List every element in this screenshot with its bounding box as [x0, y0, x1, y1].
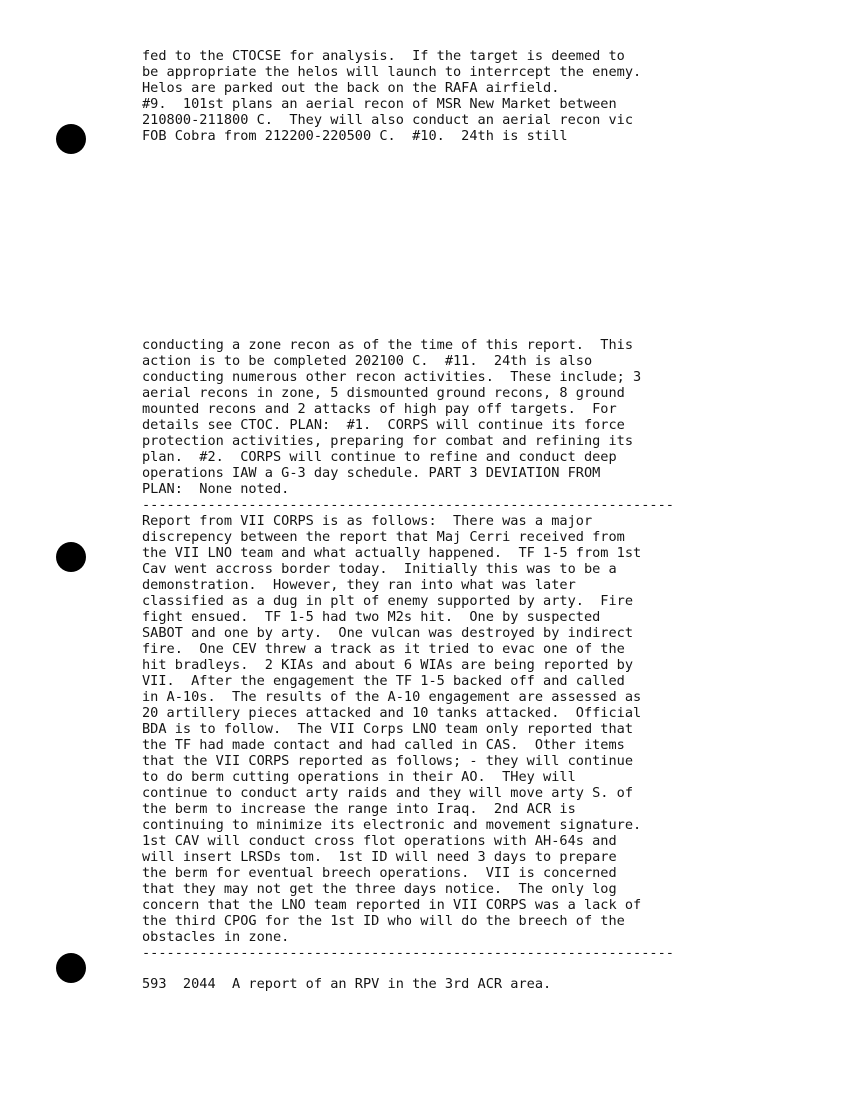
punch-hole: [56, 124, 86, 154]
punch-hole: [56, 953, 86, 983]
dashed-divider: -----------------------------------------------------------------: [142, 945, 674, 961]
punch-hole: [56, 542, 86, 572]
vii-corps-report: Report from VII CORPS is as follows: There was a major discrepency between the report that Maj Cerri received from the VII LNO team and what actually happened. TF 1-5 from 1st Cav went accross border today. Initially this was to be a demonstration. However, they ran into what was later classified as a dug in plt of enemy supported by arty. Fire fight ensued. TF 1-5 had two M2s hit. One by suspected SABOT and one by arty. One vulcan was destroyed by indirect fire. One CEV threw a track as it tried to evac one of the hit bradleys. 2 KIAs and about 6 WIAs are being reported by VII. After the engagement the TF 1-5 backed off and called in A-10s. The results of the A-10 engagement are assessed as 20 artillery pieces attacked and 10 tanks attacked. Official BDA is to follow. The VII Corps LNO team only reported that the TF had made contact and had called in CAS. Other items that the VII CORPS reported as follows; - they will continue to do berm cutting operations in their AO. THey will continue to conduct arty raids and they will move arty S. of the berm to increase the range into Iraq. 2nd ACR is continuing to minimize its electronic and movement signature. 1st CAV will conduct cross flot operations with AH-64s and will insert LRSDs tom. 1st ID will need 3 days to prepare the berm for eventual breech operations. VII is concerned that they may not get the three days notice. The only log concern that the LNO team reported in VII CORPS was a lack of the third CPOG for the 1st ID who will do the breech of the obstacles in zone.: [142, 513, 642, 945]
log-entry-continuation: fed to the CTOCSE for analysis. If the target is deemed to be appropriate the helos will launch to interrcept the enemy. Helos are parked out the back on the RAFA airfield. #9. 101st plans an aerial recon of MSR New Market between 210800-211800 C. They will also conduct an aerial recon vic FOB Cobra from 212200-220500 C. #10. 24th is still: [142, 48, 642, 144]
log-entry-plan-section: conducting a zone recon as of the time of this report. This action is to be completed 202100 C. #11. 24th is also conducting numerous other recon activities. These include; 3 aerial recons in zone, 5 dismounted ground recons, 8 ground mounted recons and 2 attacks of high pay off targets. For details see CTOC. PLAN: #1. CORPS will continue its force protection activities, preparing for combat and refining its plan. #2. CORPS will continue to refine and conduct deep operations IAW a G-3 day schedule. PART 3 DEVIATION FROM PLAN: None noted.: [142, 337, 642, 497]
dashed-divider: -----------------------------------------------------------------: [142, 497, 674, 513]
log-entry-rpv-report: 593 2044 A report of an RPV in the 3rd ACR area.: [142, 976, 552, 992]
